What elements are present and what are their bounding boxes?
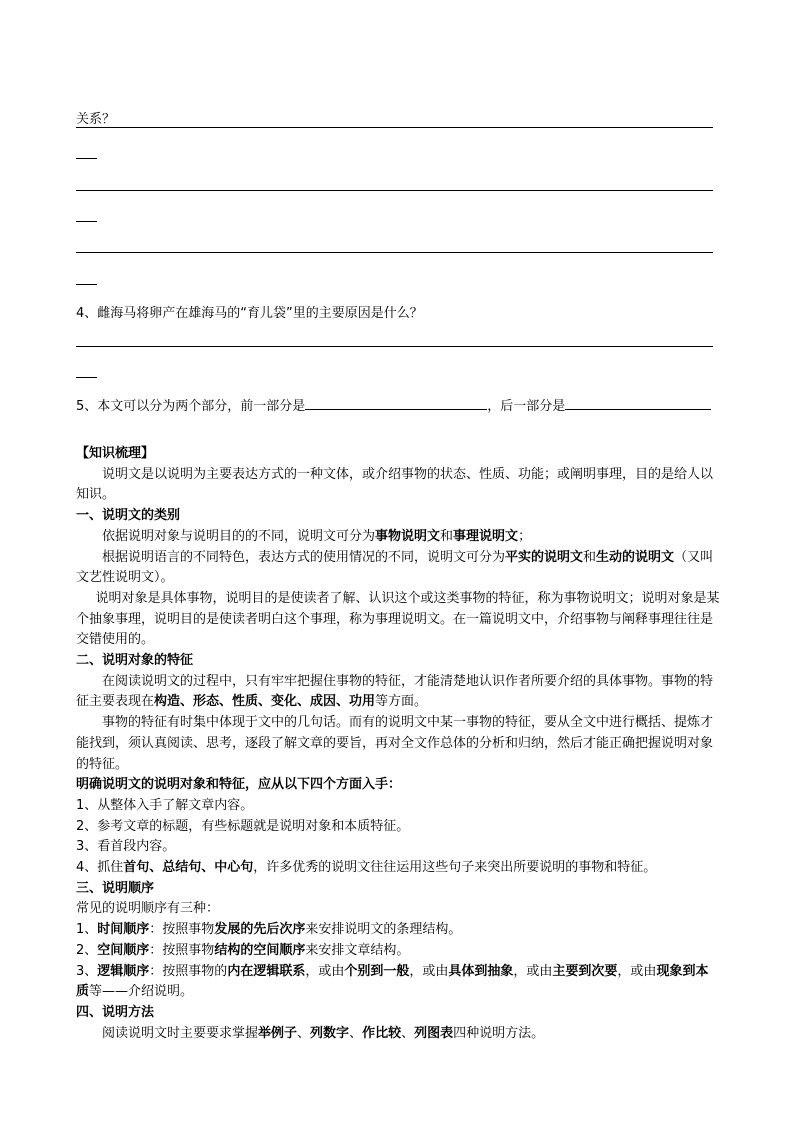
question-5 xyxy=(76,395,711,414)
question-5-prefix: 5、本文可以分为两个部分，前一部分是 xyxy=(76,399,306,414)
answer-line-q4[interactable] xyxy=(76,346,713,347)
blank-part-one[interactable] xyxy=(305,395,487,410)
list-item: 3、看首段内容。 xyxy=(76,839,176,855)
blank-part-two[interactable] xyxy=(565,395,711,410)
list-item: 2、参考文章的标题，有些标题就是说明对象和本质特征。 xyxy=(76,818,410,834)
knowledge-section xyxy=(76,444,720,1044)
section-3-title: 三、说明顺序 xyxy=(76,880,155,896)
answer-line-3-tail xyxy=(76,284,97,285)
section-2-para-2: 事物的特征有时集中体现于文中的几句话。而有的说明文中某一事物的特征，要从全文中进行概括、提炼才能找到，须认真阅读、思考，逐段了解文章的要旨，再对全文作总体的分析和归纳，然后才能正确把握说明对象的特征。 xyxy=(76,715,714,772)
answer-line-3[interactable] xyxy=(76,252,713,253)
answer-line-q4-tail xyxy=(76,377,97,378)
answer-line-2-tail xyxy=(76,221,97,222)
answer-line-1-tail xyxy=(76,158,97,159)
section-1-para-3: 说明对象是具体事物，说明目的是使读者了解、认识这个或这类事物的特征，称为事物说明文；说明对象是某个抽象事理，说明目的是使读者明白这个事理，称为事理说明文。在一篇说明文中，介绍事物与阐释事理往往是交错使用的。 xyxy=(76,590,720,648)
question-4: 4、雌海马将卵产在雄海马的“育儿袋”里的主要原因是什么？ xyxy=(76,306,423,321)
question-5-middle: ，后一部分是 xyxy=(487,399,566,414)
answer-line-1[interactable] xyxy=(76,127,713,128)
section-2-bold-line: 明确说明文的说明对象和特征，应从以下四个方面入手： xyxy=(76,777,402,793)
section-2-para-1: 在阅读说明文的过程中，只有牢牢把握住事物的特征，才能清楚地认识作者所要介绍的具体事物。事物的特征主要表现在构造、形态、性质、变化、成因、功用等方面。 xyxy=(76,673,714,710)
answer-line-2[interactable] xyxy=(76,190,713,191)
order-item-space: 2、空间顺序：按照事物结构的空间顺序来安排文章结构。 xyxy=(76,942,410,958)
order-item-time: 1、时间顺序：按照事物发展的先后次序来安排说明文的条理结构。 xyxy=(76,922,462,938)
list-item: 4、抓住首句、总结句、中心句，许多优秀的说明文往往运用这些句子来突出所要说明的事物和特征。 xyxy=(76,860,657,876)
section-1-para-1: 依据说明对象与说明目的的不同，说明文可分为事物说明文和事理说明文； xyxy=(102,528,532,544)
section-3-lead: 常见的说明顺序有三种： xyxy=(76,901,220,917)
section-4-para-1: 阅读说明文时主要要求掌握举例子、列数字、作比较、列图表四种说明方法。 xyxy=(102,1025,545,1041)
order-item-logic: 3、逻辑顺序：按照事物的内在逻辑联系，或由个别到一般，或由具体到抽象，或由主要到次要，或由现象到本质等——介绍说明。 xyxy=(76,963,709,1000)
section-2-title: 二、说明对象的特征 xyxy=(76,653,194,669)
section-1-para-2: 根据说明语言的不同特色，表达方式的使用情况的不同，说明文可分为平实的说明文和生动的说明文（又叫文艺性说明文）。 xyxy=(76,549,714,586)
section-4-title: 四、说明方法 xyxy=(76,1004,155,1020)
question-fragment: 关系？ xyxy=(76,112,116,127)
list-item: 1、从整体入手了解文章内容。 xyxy=(76,797,254,813)
knowledge-heading: 【知识梳理】 xyxy=(76,446,155,461)
knowledge-intro: 说明文是以说明为主要表达方式的一种文体，或介绍事物的状态、性质、功能；或阐明事理，目的是给人以知识。 xyxy=(76,466,714,503)
section-1-title: 一、说明文的类别 xyxy=(76,508,181,524)
